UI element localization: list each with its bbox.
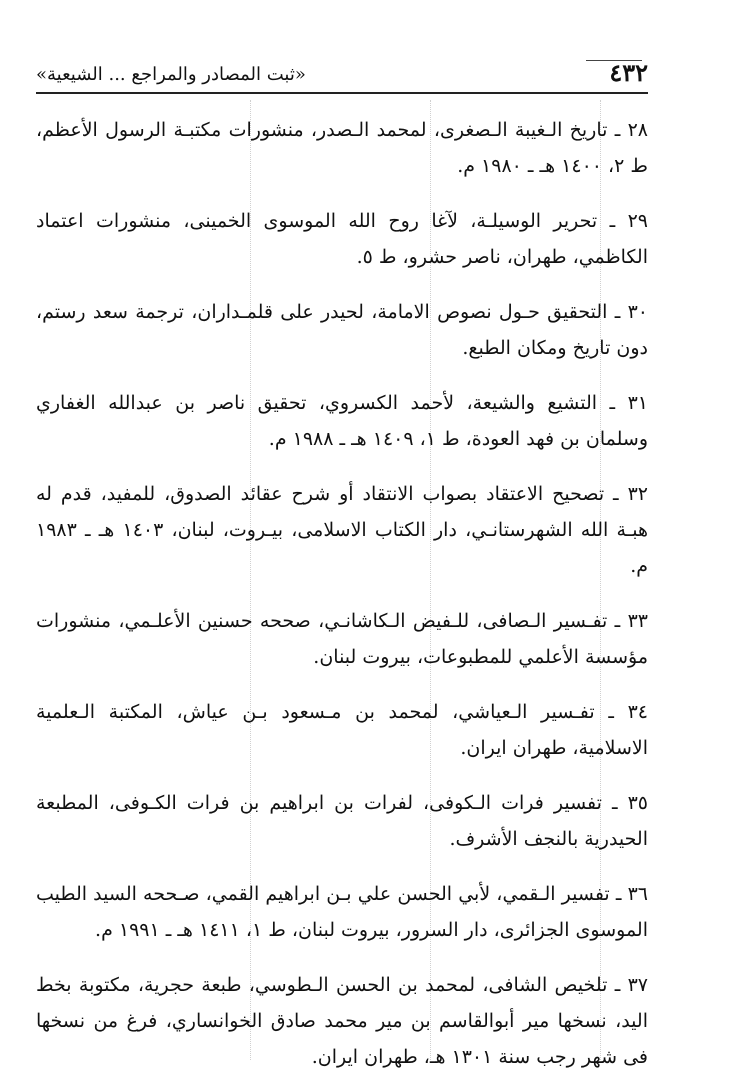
bibliography-entry-37 [36,967,648,1075]
bibliography-entry-33 [36,603,648,675]
bibliography-entry-28 [36,112,648,184]
entry-text: ـ تفـسير الـصافى، للـفيض الـكاشانـي، صححه حسنين الأعلـمي، منشورات مؤسسة الأعلمي للمطبوعات، بيروت لبنان. [36,610,648,668]
bibliography-list [36,112,648,1087]
bibliography-entry-29 [36,203,648,275]
entry-number: ٢٨ [627,119,648,141]
entry-number: ٣٧ [627,974,648,996]
header-number-rule [586,60,642,61]
entry-text: ـ تفسير الـقمي، لأبي الحسن علي بـن ابراهيم القمي، صـححه السيد الطيب الموسوى الجزائرى، دار السرور، بيروت لبنان، ط ١، ١٤١١ هـ ـ ١٩٩١ م. [36,883,648,941]
entry-number: ٣٦ [627,883,649,905]
entry-number: ٣٣ [627,610,648,632]
entry-text: ـ تفـسير الـعياشي، لمحمد بن مـسعود بـن عياش، المكتبة الـعلمية الاسلامية، طهران ايران. [36,701,648,759]
entry-text: ـ تحرير الوسيلـة، لآغا روح الله الموسوى الخمينى، منشورات اعتماد الكاظمي، طهران، ناصر حشرو، ط ٥. [36,210,648,268]
bibliography-entry-34 [36,694,648,766]
entry-text: ـ تفسير فرات الـكوفى، لفرات بن ابراهيم بن فرات الكـوفى، المطبعة الحيدرية بالنجف الأشرف. [36,792,648,850]
entry-number: ٣٢ [627,483,648,505]
bibliography-entry-32 [36,476,648,584]
page-header [36,58,648,94]
entry-text: ـ تصحيح الاعتقاد بصواب الانتقاد أو شرح عقائد الصدوق، للمفيد، قدم له هبـة الله الشهرستانـي، دار الكتاب الاسلامى، بيـروت، لبنان، ١٤٠٣ هـ ـ ١٩٨٣ م. [36,483,648,577]
entry-text: ـ تلخيص الشافى، لمحمد بن الحسن الـطوسي، طبعة حجرية، مكتوبة بخط اليد، نسخها مير أبوالقاسم بن مير محمد صادق الخوانساري، فرغ من نسخها فى شهر رجب سنة ١٣٠١ هـ، طهران ايران. [36,974,648,1068]
entry-number: ٣٤ [627,701,648,723]
bibliography-entry-35 [36,785,648,857]
bibliography-entry-36 [36,876,648,948]
entry-number: ٣١ [627,392,648,414]
header-rule [36,92,648,94]
entry-text: ـ تاريخ الـغيبة الـصغرى، لمحمد الـصدر، منشورات مكتبـة الرسول الأعظم، ط ٢، ١٤٠٠ هـ ـ ١٩٨٠ م. [36,119,648,177]
entry-text: ـ التحقيق حـول نصوص الامامة، لحيدر على قلمـداران، ترجمة سعد رستم، دون تاريخ ومكان الطبع. [36,301,648,359]
entry-text: ـ التشيع والشيعة، لأحمد الكسروي، تحقيق ناصر بن عبدالله الغفاري وسلمان بن فهد العودة، ط ١، ١٤٠٩ هـ ـ ١٩٨٨ م. [36,392,648,450]
running-title: «ثبت المصادر والمراجع ... الشيعية» [36,64,306,85]
bibliography-entry-31 [36,385,648,457]
entry-number: ٢٩ [627,210,648,232]
entry-number: ٣٥ [627,792,648,814]
page-number: ٤٣٢ [609,58,648,87]
bibliography-entry-30 [36,294,648,366]
entry-number: ٣٠ [627,301,648,323]
